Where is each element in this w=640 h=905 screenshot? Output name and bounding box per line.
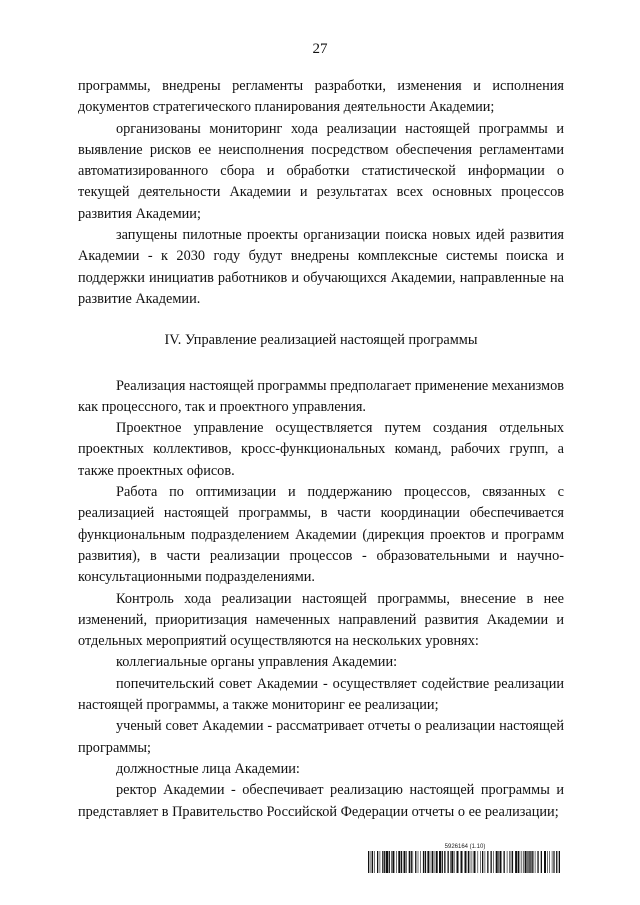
paragraph: программы, внедрены регламенты разработки, изменения и исполнения документов стратегического планирования деятельности Академии;	[78, 78, 564, 116]
paragraph: организованы мониторинг хода реализации настоящей программы и выявление рисков ее неисполнения посредством обеспечения регламентами автоматизированного сбора и обработки статистической информации о текущей деятельности Академии и результатах всех основных процессов развития Академии;	[78, 120, 564, 222]
paragraph-group-top	[78, 76, 564, 310]
document-body	[78, 76, 564, 823]
paragraph: запущены пилотные проекты организации поиска новых идей развития Академии - к 2030 году будут внедрены комплексные системы поиска и поддержки инициатив работников и обучающихся Академии, направленные на развитие Академии.	[78, 227, 564, 307]
paragraph: должностные лица Академии:	[116, 760, 300, 777]
paragraph: ученый совет Академии - рассматривает отчеты о реализации настоящей программы;	[78, 718, 564, 756]
section-heading: IV. Управление реализацией настоящей программы	[164, 332, 478, 349]
page-number: 27	[312, 41, 328, 57]
paragraph: попечительский совет Академии - осуществляет содействие реализации настоящей программы, а также мониторинг ее реализации;	[78, 675, 564, 714]
barcode-block	[368, 843, 562, 873]
paragraph: ректор Академии - обеспечивает реализацию настоящей программы и представляет в Правительство Российской Федерации отчеты о ее реализации;	[78, 782, 564, 820]
paragraph: Реализация настоящей программы предполагает применение механизмов как процессного, так и проектного управления.	[78, 377, 564, 415]
paragraph: Проектное управление осуществляется путем создания отдельных проектных коллективов, кросс-функциональных команд, рабочих групп, а также проектных офисов.	[78, 420, 564, 479]
paragraph: коллегиальные органы управления Академии:	[116, 654, 398, 671]
barcode-code: 5926164 (1.10)	[444, 844, 486, 850]
barcode	[368, 851, 562, 873]
paragraph-group-bottom	[78, 376, 564, 823]
paragraph: Контроль хода реализации настоящей программы, внесение в нее изменений, приоритизация намеченных направлений развития Академии и отдельных мероприятий осуществляются на нескольких уровнях:	[78, 590, 564, 650]
paragraph: Работа по оптимизации и поддержанию процессов, связанных с реализацией настоящей программы, в части координации обеспечивается функциональным подразделением Академии (дирекция проектов и программ развития), в части реализации процессов - образовательными и научно-консультационными подразделениями.	[78, 484, 564, 586]
